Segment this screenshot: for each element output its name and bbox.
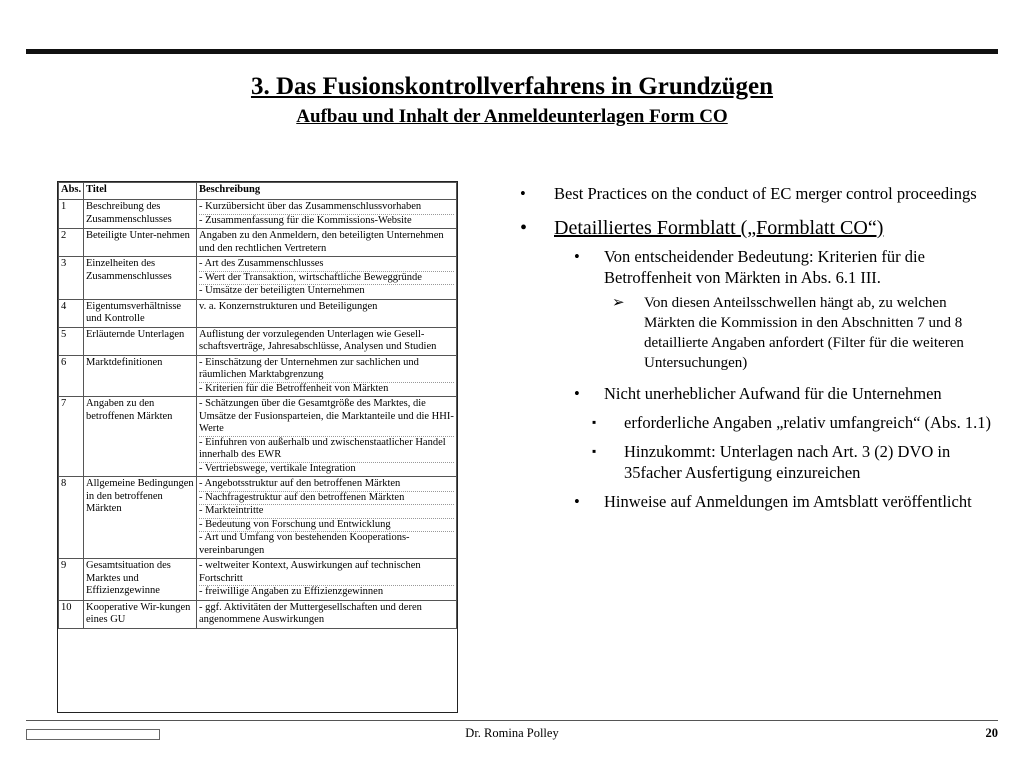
slide-subtitle: Aufbau und Inhalt der Anmeldeunterlagen Form CO — [296, 106, 728, 127]
beschreibung-cell — [197, 257, 457, 300]
beschreibung-line: - Nachfragestruktur auf den betroffenen Märkten — [199, 492, 454, 506]
table-row — [59, 257, 457, 300]
beschreibung-line: - Angebotsstruktur auf den betroffenen Märkten — [199, 478, 454, 492]
beschreibung-line: - weltweiter Kontext, Auswirkungen auf technischen Fortschritt — [199, 560, 454, 586]
sub-bullet-criteria: • Von entscheidender Bedeutung: Kriterien für die Betroffenheit von Märkten in Abs. 6.1 III. — [574, 247, 925, 287]
table-row — [59, 327, 457, 355]
beschreibung-line: - ggf. Aktivitäten der Muttergesellschaften und deren angenommene Auswirkungen — [199, 601, 422, 625]
table-header-row — [59, 183, 457, 200]
beschreibung-line: Auflistung der vorzulegenden Unterlagen wie Gesell-schaftsverträge, Jahresabschlüsse, Analysen und Studien — [199, 328, 437, 352]
abs-cell: 9 — [59, 559, 84, 601]
top-rule — [26, 49, 998, 54]
table-row — [59, 200, 457, 229]
titel-cell: Beteiligte Unter-nehmen — [84, 229, 197, 257]
beschreibung-cell — [197, 559, 457, 601]
beschreibung-cell — [197, 200, 457, 229]
sub-bullet-amtsblatt: • Hinweise auf Anmeldungen im Amtsblatt veröffentlicht — [574, 492, 972, 511]
beschreibung-line: - Wert der Transaktion, wirtschaftliche Beweggründe — [199, 272, 454, 286]
table-row — [59, 299, 457, 327]
arrow-icon: ➢ — [612, 295, 625, 311]
beschreibung-line: - Bedeutung von Forschung und Entwicklung — [199, 519, 454, 533]
page-number: 20 — [985, 726, 998, 740]
titel-cell: Beschreibung des Zusammenschlusses — [84, 200, 197, 229]
abs-cell: 4 — [59, 299, 84, 327]
beschreibung-line: - Einschätzung der Unternehmen zur sachlichen und räumlichen Marktabgrenzung — [199, 357, 454, 383]
footer-rule — [26, 720, 998, 721]
header-abs: Abs. — [59, 183, 84, 200]
beschreibung-line: - Umsätze der beteiligten Unternehmen — [199, 285, 365, 296]
titel-cell: Erläuternde Unterlagen — [84, 327, 197, 355]
bullet-dot-icon: • — [574, 492, 580, 511]
header-titel: Titel — [84, 183, 197, 200]
beschreibung-line: - Zusammenfassung für die Kommissions-Website — [199, 214, 412, 226]
square-bullet-icon: ▪ — [592, 444, 597, 458]
beschreibung-line: - Vertriebswege, vertikale Integration — [199, 462, 356, 474]
beschreibung-cell — [197, 355, 457, 397]
table-row — [59, 355, 457, 397]
titel-cell: Kooperative Wir-kungen eines GU — [84, 600, 197, 628]
bullet-list — [520, 183, 1000, 512]
abs-cell: 7 — [59, 397, 84, 477]
titel-cell: Eigentumsverhältnisse und Kontrolle — [84, 299, 197, 327]
abs-cell: 10 — [59, 600, 84, 628]
beschreibung-cell — [197, 600, 457, 628]
bullet-dot-icon: • — [574, 384, 580, 403]
table-row — [59, 600, 457, 628]
beschreibung-cell — [197, 397, 457, 477]
beschreibung-line: - Einfuhren von außerhalb und zwischenstaatlicher Handel innerhalb des EWR — [199, 437, 454, 463]
table-row — [59, 229, 457, 257]
beschreibung-cell — [197, 299, 457, 327]
table-row — [59, 559, 457, 601]
bullet-best-practices: • Best Practices on the conduct of EC merger control proceedings — [520, 184, 977, 203]
sub-sub-bullet-required: ▪ erforderliche Angaben „relativ umfangreich“ (Abs. 1.1) — [592, 413, 991, 432]
beschreibung-cell — [197, 229, 457, 257]
beschreibung-line: - freiwillige Angaben zu Effizienzgewinnen — [199, 586, 384, 597]
bullet-dot-icon: • — [520, 184, 526, 203]
bullet-formblatt: • Detailliertes Formblatt („Formblatt CO“) — [520, 217, 884, 239]
beschreibung-line: - Kurzübersicht über das Zusammenschlussvorhaben — [199, 201, 454, 215]
header-beschreibung: Beschreibung — [197, 183, 457, 200]
titel-cell: Allgemeine Bedingungen in den betroffenen Märkten — [84, 477, 197, 559]
abs-cell: 2 — [59, 229, 84, 257]
slide-title: 3. Das Fusionskontrollverfahrens in Grundzügen — [250, 73, 774, 100]
beschreibung-line: - Kriterien für die Betroffenheit von Märkten — [199, 382, 389, 394]
form-co-table — [57, 181, 458, 713]
table-row — [59, 397, 457, 477]
table-row — [59, 477, 457, 559]
footer-author: Dr. Romina Polley — [465, 726, 559, 740]
abs-cell: 8 — [59, 477, 84, 559]
sub-sub-bullet-copies: ▪ Hinzukommt: Unterlagen nach Art. 3 (2) DVO in 35facher Ausfertigung einzureichen — [592, 442, 951, 482]
titel-cell: Gesamtsituation des Marktes und Effizienzgewinne — [84, 559, 197, 601]
beschreibung-line: - Art und Umfang von bestehenden Kooperations-vereinbarungen — [199, 532, 410, 556]
beschreibung-line: - Schätzungen über die Gesamtgröße des Marktes, die Umsätze der Fusionsparteien, die Marktanteile und die HHI-Werte — [199, 398, 454, 437]
beschreibung-line: - Art des Zusammenschlusses — [199, 258, 454, 272]
bullet-dot-icon: • — [520, 217, 528, 239]
beschreibung-cell — [197, 327, 457, 355]
beschreibung-line: v. a. Konzernstrukturen und Beteiligungen — [199, 300, 378, 312]
beschreibung-line: - Markteintritte — [199, 505, 454, 519]
abs-cell: 5 — [59, 327, 84, 355]
abs-cell: 3 — [59, 257, 84, 300]
square-bullet-icon: ▪ — [592, 415, 597, 429]
bullet-dot-icon: • — [574, 247, 580, 266]
sub-sub-bullet-thresholds: ➢ Von diesen Anteilsschwellen hängt ab, zu welchen Märkten die Kommission in den Abschnitten 7 und 8 detaillierte Angaben anfordert (Filter für die weiteren Untersuchungen) — [612, 295, 964, 371]
titel-cell: Einzelheiten des Zusammenschlusses — [84, 257, 197, 300]
titel-cell: Angaben zu den betroffenen Märkten — [84, 397, 197, 477]
abs-cell: 1 — [59, 200, 84, 229]
beschreibung-cell — [197, 477, 457, 559]
beschreibung-line: Angaben zu den Anmeldern, den beteiligten Unternehmen und den rechtlichen Vertretern — [199, 230, 444, 254]
sub-bullet-effort: • Nicht unerheblicher Aufwand für die Unternehmen — [574, 384, 942, 403]
titel-cell: Marktdefinitionen — [84, 355, 197, 397]
abs-cell: 6 — [59, 355, 84, 397]
